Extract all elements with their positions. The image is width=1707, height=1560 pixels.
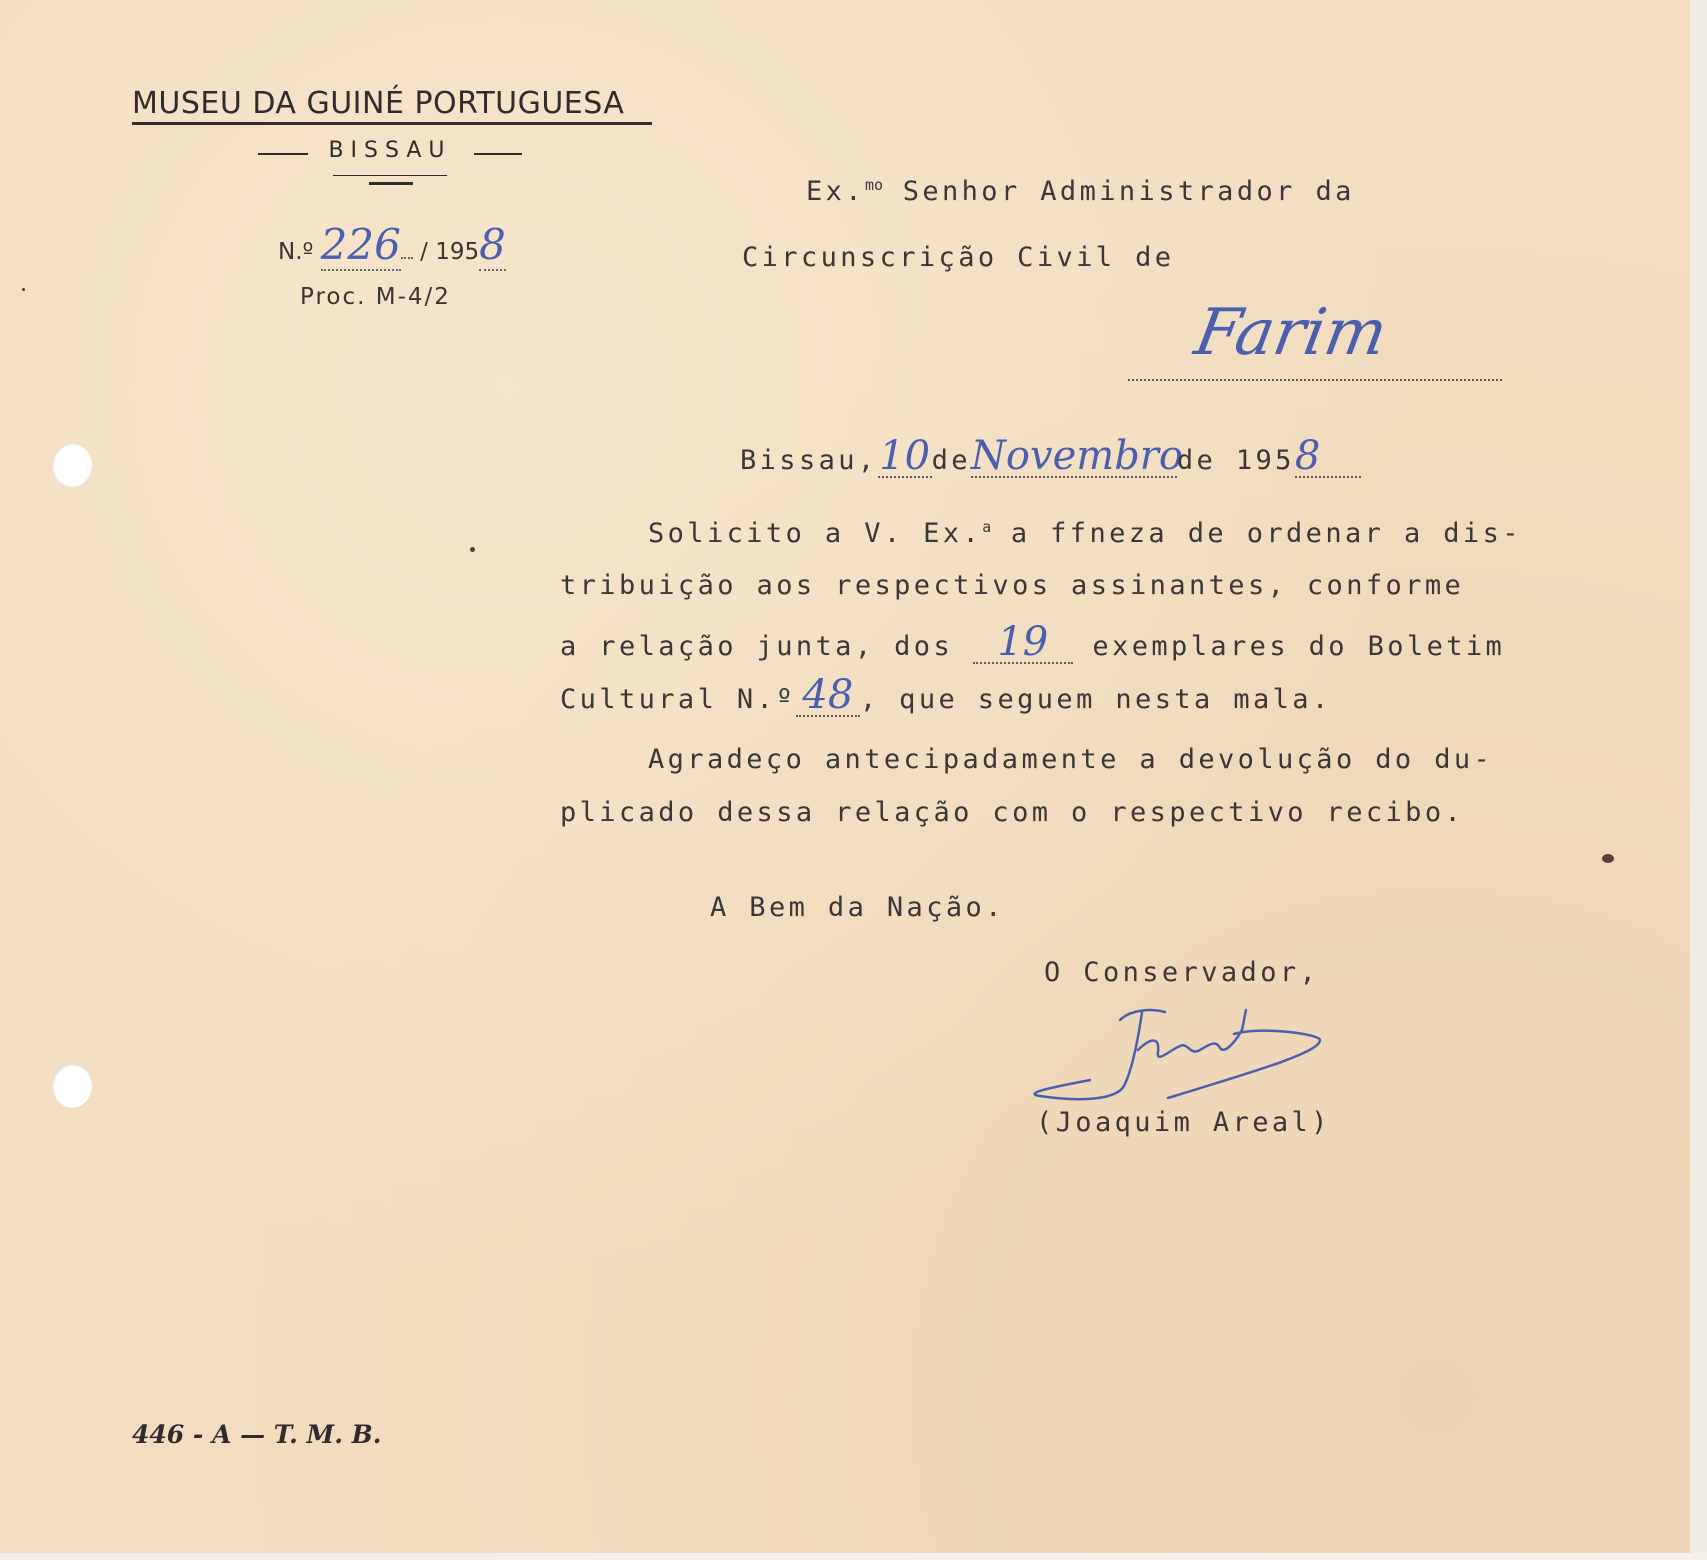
body-line-3 [560,619,1506,665]
body-line-2: tribuição aos respectivos assinantes, conforme [560,570,1465,601]
paper-speck [22,288,25,291]
body-line-4-b: , que seguem nesta mala. [859,684,1332,715]
footer-print-code: 446 - A — T. M. B. [132,1420,382,1449]
reference-number-handwritten: 226 [320,220,401,269]
body-line-3-b: exemplares do Boletim [1092,631,1506,662]
scan-margin-right [1690,0,1707,1560]
signature-stroke [1035,1010,1320,1099]
letterhead-institution: MUSEU DA GUINÉ PORTUGUESA [132,86,625,121]
city-underline-bold [369,182,413,185]
reference-prefix: N.º [278,239,314,265]
dateline-de-2: de 195 [1176,445,1295,476]
body-line-1-a: Solicito a V. Ex. [648,518,983,549]
punch-hole-top [52,443,92,487]
body-line-6: plicado dessa relação com o respectivo recibo. [560,797,1465,828]
recipient-dotted-line [1128,379,1502,381]
reference-year-printed: / 195 [420,239,480,265]
body-line-4-a: Cultural N.º [560,684,796,715]
addressee-prefix: Ex. [806,176,865,207]
body-issue-handwritten: 48 [796,675,860,717]
dateline [740,433,1361,479]
signature [1020,990,1340,1110]
body-line-4 [560,672,1332,718]
closing-title: O Conservador, [1044,957,1320,988]
punch-hole-bottom [52,1064,92,1108]
paper-speck [470,547,475,552]
dateline-month-handwritten: Novembro [970,433,1183,479]
letterhead-city: BISSAU [328,138,452,163]
body-line-1 [648,518,1522,549]
letterhead-rule [132,122,652,125]
reference-year-handwritten: 8 [479,220,506,269]
addressee-superscript: mo [864,176,884,194]
dateline-city: Bissau, [740,445,878,476]
closing-salutation: A Bem da Nação. [710,892,1005,923]
addressee-line-1 [806,176,1355,207]
ink-speck [1602,854,1614,863]
reference-number [278,220,506,269]
process-reference: Proc. M-4/2 [300,284,451,310]
body-line-1-superscript: a [982,518,992,536]
body-count-handwritten: 19 [973,622,1073,664]
body-line-5: Agradeço antecipadamente a devolução do du- [648,744,1494,775]
dateline-year-handwritten: 8 [1295,436,1361,478]
addressee-line-2: Circunscrição Civil de [742,242,1175,273]
body-line-1-b: a ffneza de ordenar a dis- [1010,518,1522,549]
addressee-title: Senhor Administrador da [902,176,1355,207]
scan-margin-bottom [0,1553,1707,1560]
city-underline [333,175,447,176]
body-line-3-a: a relação junta, dos [560,631,954,662]
reference-dots [401,257,413,259]
closing-name: (Joaquim Areal) [1036,1107,1331,1138]
dateline-de-1: de [931,445,971,476]
city-dash-right [474,153,522,155]
dateline-day-handwritten: 10 [879,433,931,479]
recipient-place-handwritten: Farim [1189,296,1393,370]
